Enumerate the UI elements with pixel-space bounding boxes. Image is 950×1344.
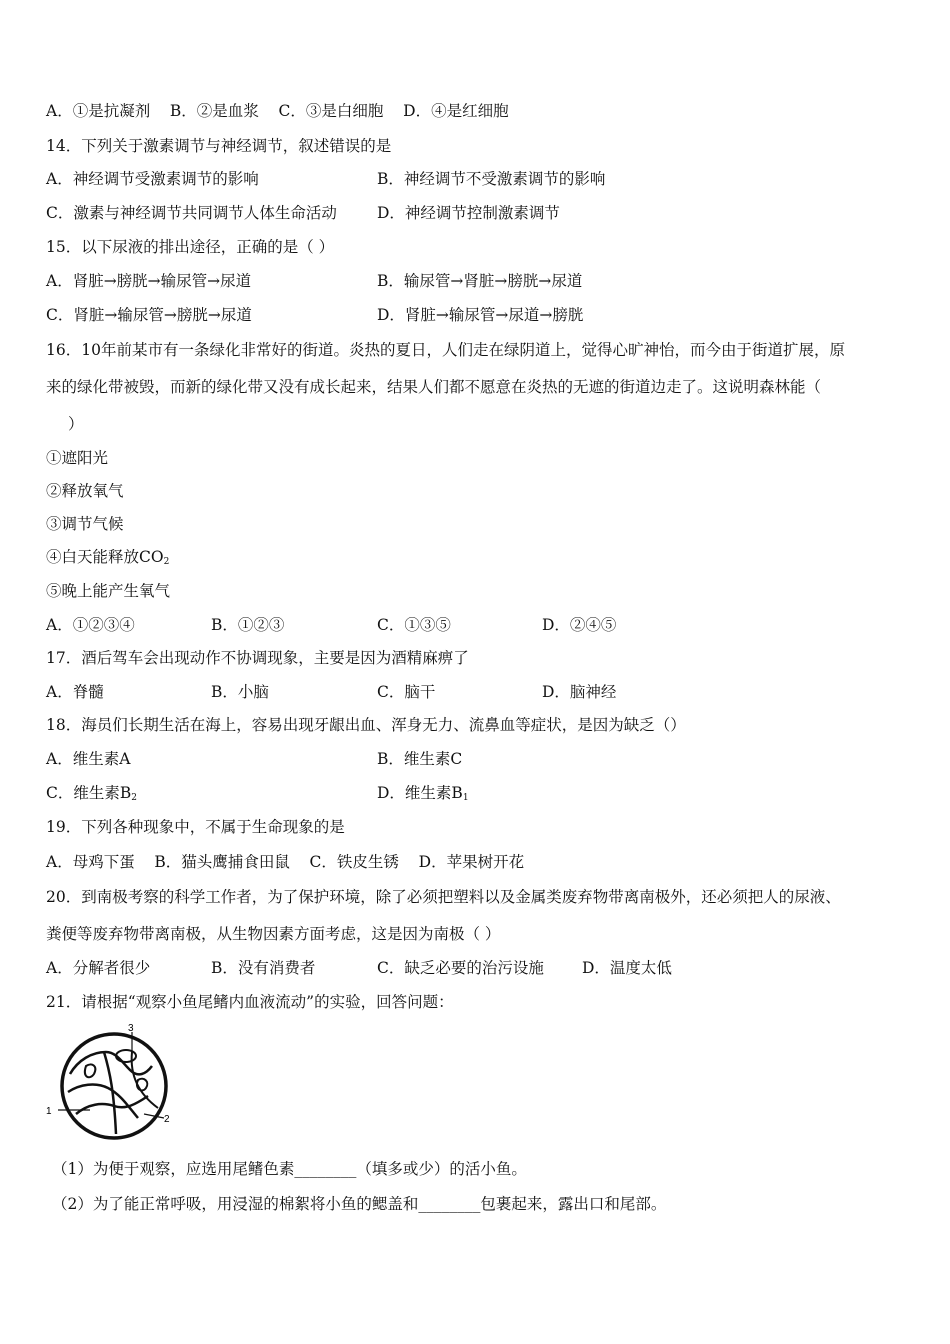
q18-option-c-text: C．维生素B [46, 784, 132, 802]
q17-option-a: A．脊髓 [46, 683, 104, 701]
q16-option-c: C．①③⑤ [377, 616, 451, 634]
q13-options [46, 100, 509, 122]
q16-option-d: D．②④⑤ [542, 616, 617, 634]
q15-option-d: D．肾脏→输尿管→尿道→膀胱 [377, 306, 584, 324]
q16-stem-line2: 来的绿化带被毁，而新的绿化带又没有成长起来，结果人们都不愿意在炎热的无遮的街道边走了。这说明森林能（ [46, 378, 822, 396]
q19-option-d: D．苹果树开花 [418, 853, 525, 871]
q17-option-b: B．小脑 [211, 683, 269, 701]
q18-option-d-text: D．维生素B [377, 784, 463, 802]
q17-option-d: D．脑神经 [542, 683, 617, 701]
q16-item-4-text: ④白天能释放CO [46, 548, 164, 566]
q19-option-a: A．母鸡下蛋 [46, 853, 135, 871]
q16-stem-line1: 16．10年前某市有一条绿化非常好的街道。炎热的夏日，人们走在绿阴道上，觉得心旷神怡，而今由于街道扩展，原 [46, 341, 845, 359]
figure-label-2: 2 [164, 1114, 170, 1125]
q17-stem: 17．酒后驾车会出现动作不协调现象，主要是因为酒精麻痹了 [46, 649, 469, 667]
q18-option-d [377, 782, 469, 809]
q16-option-a: A．①②③④ [46, 616, 135, 634]
q18-option-a: A．维生素A [46, 750, 131, 768]
q21-stem: 21．请根据“观察小鱼尾鳍内血液流动”的实验，回答问题： [46, 993, 454, 1011]
q16-option-b: B．①②③ [211, 616, 285, 634]
q20-option-d: D．温度太低 [582, 959, 672, 977]
q20-option-b: B．没有消费者 [211, 959, 316, 977]
q13-option-a: A．①是抗凝剂 [46, 102, 151, 120]
q16-item-2: ②释放氧气 [46, 482, 124, 500]
q21-part-1: （1）为便于观察，应选用尾鳍色素________（填多或少）的活小鱼。 [52, 1160, 527, 1178]
q14-stem: 14．下列关于激素调节与神经调节，叙述错误的是 [46, 137, 392, 155]
q20-option-a: A．分解者很少 [46, 959, 151, 977]
q15-option-b: B．输尿管→肾脏→膀胱→尿道 [377, 272, 583, 290]
q17-option-c: C．脑干 [377, 683, 436, 701]
q15-option-c: C．肾脏→输尿管→膀胱→尿道 [46, 306, 252, 324]
q13-option-d: D．④是红细胞 [403, 102, 509, 120]
q20-stem-line2: 粪便等废弃物带离南极，从生物因素方面考虑，这是因为南极（ ） [46, 925, 501, 943]
q16-item-1: ①遮阳光 [46, 449, 109, 467]
q18-option-b: B．维生素C [377, 750, 463, 768]
q16-item-4-subscript: 2 [163, 557, 170, 567]
q19-stem: 19．下列各种现象中，不属于生命现象的是 [46, 818, 345, 836]
q20-stem-line1: 20．到南极考察的科学工作者，为了保护环境，除了必须把塑料以及金属类废弃物带离南极外，还必须把人的尿液、 [46, 888, 841, 906]
q21-part-2: （2）为了能正常呼吸，用浸湿的棉絮将小鱼的鳃盖和________包裹起来，露出口和尾部。 [52, 1195, 667, 1213]
q16-item-5: ⑤晚上能产生氧气 [46, 582, 171, 600]
fish-tail-blood-vessel-figure [40, 1022, 180, 1142]
q14-option-a: A．神经调节受激素调节的影响 [46, 170, 259, 188]
q16-item-4 [46, 546, 169, 573]
q14-option-b: B．神经调节不受激素调节的影响 [377, 170, 606, 188]
q13-option-b: B．②是血浆 [169, 102, 259, 120]
q18-option-d-subscript: 1 [462, 793, 469, 803]
q18-option-c [46, 782, 137, 809]
q20-option-c: C．缺乏必要的治污设施 [377, 959, 544, 977]
q18-stem: 18．海员们长期生活在海上，容易出现牙龈出血、浑身无力、流鼻血等症状，是因为缺乏（） [46, 716, 686, 734]
q15-option-a: A．肾脏→膀胱→输尿管→尿道 [46, 272, 252, 290]
q14-option-d: D．神经调节控制激素调节 [377, 204, 560, 222]
q15-stem: 15．以下尿液的排出途径，正确的是（ ） [46, 238, 335, 256]
q18-option-c-subscript: 2 [131, 793, 137, 803]
q16-stem-line3: ） [68, 415, 84, 433]
q19-option-c: C．铁皮生锈 [309, 853, 399, 871]
q13-option-c: C．③是白细胞 [278, 102, 384, 120]
figure-label-1: 1 [46, 1106, 52, 1117]
figure-label-3: 3 [128, 1023, 134, 1034]
q14-option-c: C．激素与神经调节共同调节人体生命活动 [46, 204, 337, 222]
q19-option-b: B．猫头鹰捕食田鼠 [154, 853, 290, 871]
q16-item-3: ③调节气候 [46, 515, 124, 533]
q19-options [46, 851, 524, 873]
